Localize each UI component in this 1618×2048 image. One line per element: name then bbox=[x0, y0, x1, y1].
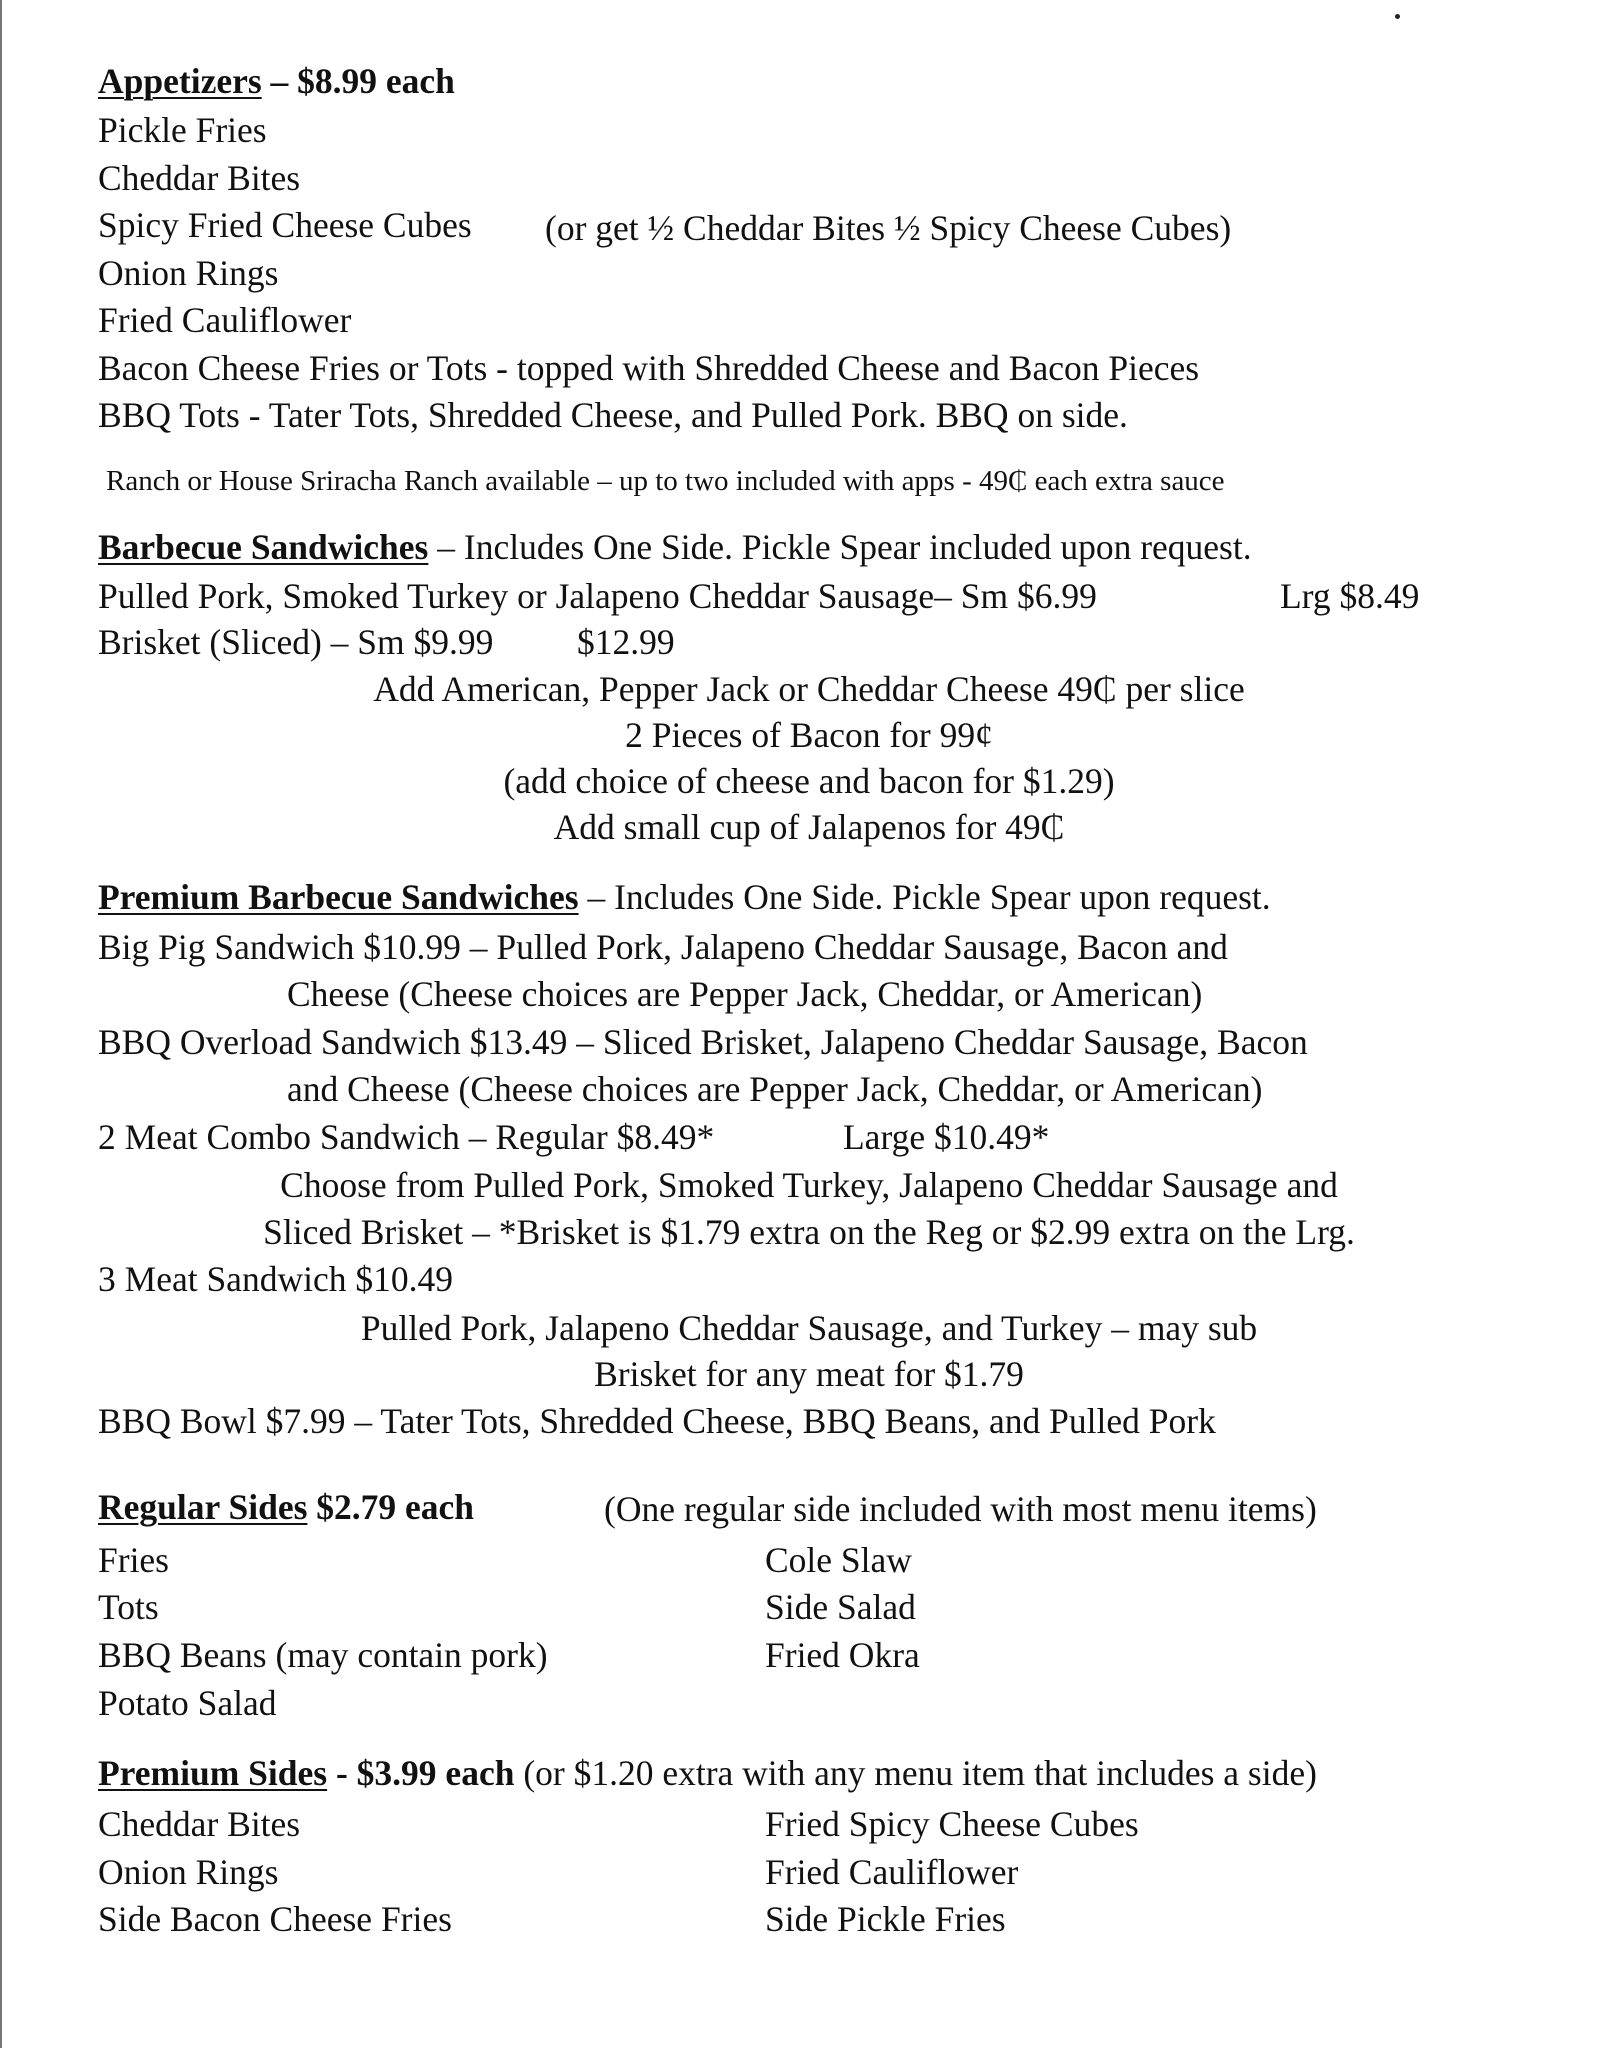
list-item: Cheddar Bites bbox=[98, 158, 301, 198]
bbq-sandwiches-subtitle: – Includes One Side. Pickle Spear included upon request. bbox=[428, 527, 1252, 567]
bbq-sandwich-line-2: Brisket (Sliced) – Sm $9.99 bbox=[98, 622, 494, 662]
big-pig-line-2: Cheese (Cheese choices are Pepper Jack, Cheddar, or American) bbox=[287, 974, 1203, 1014]
bbq-bowl-line: BBQ Bowl $7.99 – Tater Tots, Shredded Cheese, BBQ Beans, and Pulled Pork bbox=[98, 1401, 1216, 1441]
regular-sides-heading: Regular Sides bbox=[98, 1487, 308, 1527]
overload-line-2: and Cheese (Cheese choices are Pepper Jack, Cheddar, or American) bbox=[287, 1069, 1263, 1109]
list-item: Onion Rings bbox=[98, 1852, 279, 1892]
list-item: Fried Spicy Cheese Cubes bbox=[765, 1804, 1139, 1844]
two-meat-desc-2: Sliced Brisket – *Brisket is $1.79 extra on the Reg or $2.99 extra on the Lrg. bbox=[263, 1212, 1355, 1252]
bbq-sandwiches-header bbox=[98, 527, 1252, 567]
list-item: Side Bacon Cheese Fries bbox=[98, 1899, 452, 1939]
big-pig-line-1: Big Pig Sandwich $10.99 – Pulled Pork, Jalapeno Cheddar Sausage, Bacon and bbox=[98, 927, 1228, 967]
premium-sandwiches-subtitle: – Includes One Side. Pickle Spear upon request. bbox=[578, 877, 1271, 917]
appetizers-header bbox=[98, 61, 455, 101]
regular-sides-header bbox=[98, 1487, 475, 1527]
list-item: BBQ Beans (may contain pork) bbox=[98, 1635, 548, 1675]
scan-speck bbox=[1395, 14, 1400, 19]
bbq-sandwich-line-1-large: Lrg $8.49 bbox=[1280, 576, 1420, 616]
premium-sides-note: (or $1.20 extra with any menu item that includes a side) bbox=[514, 1753, 1317, 1793]
sauce-note: Ranch or House Sriracha Ranch available – up to two included with apps - 49₵ each extra sauce bbox=[106, 465, 1225, 497]
list-item: Fries bbox=[98, 1540, 169, 1580]
appetizers-heading: Appetizers bbox=[98, 61, 262, 101]
list-item: BBQ Tots - Tater Tots, Shredded Cheese, and Pulled Pork. BBQ on side. bbox=[98, 395, 1128, 435]
regular-sides-price: $2.79 each bbox=[307, 1487, 475, 1527]
list-item: Cheddar Bites bbox=[98, 1804, 301, 1844]
premium-sides-header bbox=[98, 1753, 1317, 1793]
two-meat-large: Large $10.49* bbox=[843, 1117, 1050, 1157]
addon-line: 2 Pieces of Bacon for 99¢ bbox=[625, 715, 993, 755]
premium-sandwiches-heading: Premium Barbecue Sandwiches bbox=[98, 877, 579, 917]
addon-line: (add choice of cheese and bacon for $1.29) bbox=[503, 761, 1115, 801]
list-item: Fried Okra bbox=[765, 1635, 920, 1675]
regular-sides-note: (One regular side included with most menu items) bbox=[604, 1489, 1317, 1529]
scan-edge bbox=[0, 0, 2, 2048]
two-meat-desc-1: Choose from Pulled Pork, Smoked Turkey, Jalapeno Cheddar Sausage and bbox=[280, 1165, 1338, 1205]
addon-line: Add American, Pepper Jack or Cheddar Cheese 49₵ per slice bbox=[373, 669, 1245, 709]
list-item: Potato Salad bbox=[98, 1683, 277, 1723]
list-item: Cole Slaw bbox=[765, 1540, 912, 1580]
list-item: Tots bbox=[98, 1587, 159, 1627]
list-item: Fried Cauliflower bbox=[98, 300, 352, 340]
premium-sides-price: - $3.99 each bbox=[327, 1753, 515, 1793]
list-item: Fried Cauliflower bbox=[765, 1852, 1019, 1892]
three-meat-desc-2: Brisket for any meat for $1.79 bbox=[594, 1354, 1024, 1394]
list-item: Pickle Fries bbox=[98, 110, 267, 150]
premium-sides-heading: Premium Sides bbox=[98, 1753, 328, 1793]
premium-sandwiches-header bbox=[98, 877, 1271, 917]
appetizers-price: – $8.99 each bbox=[261, 61, 455, 101]
list-item: Spicy Fried Cheese Cubes bbox=[98, 205, 472, 245]
bbq-sandwich-line-2-large: $12.99 bbox=[577, 622, 675, 662]
bbq-sandwiches-heading: Barbecue Sandwiches bbox=[98, 527, 429, 567]
list-item: Side Pickle Fries bbox=[765, 1899, 1006, 1939]
list-item: Side Salad bbox=[765, 1587, 916, 1627]
list-item: Onion Rings bbox=[98, 253, 279, 293]
addon-line: Add small cup of Jalapenos for 49₵ bbox=[553, 807, 1065, 847]
overload-line-1: BBQ Overload Sandwich $13.49 – Sliced Brisket, Jalapeno Cheddar Sausage, Bacon bbox=[98, 1022, 1308, 1062]
three-meat-desc-1: Pulled Pork, Jalapeno Cheddar Sausage, and Turkey – may sub bbox=[360, 1308, 1258, 1348]
list-item: Bacon Cheese Fries or Tots - topped with Shredded Cheese and Bacon Pieces bbox=[98, 348, 1200, 388]
two-meat-line: 2 Meat Combo Sandwich – Regular $8.49* bbox=[98, 1117, 715, 1157]
three-meat-line: 3 Meat Sandwich $10.49 bbox=[98, 1259, 453, 1299]
bbq-sandwich-line-1: Pulled Pork, Smoked Turkey or Jalapeno Cheddar Sausage– Sm $6.99 bbox=[98, 576, 1097, 616]
appetizers-combo-note: (or get ½ Cheddar Bites ½ Spicy Cheese Cubes) bbox=[545, 208, 1232, 248]
